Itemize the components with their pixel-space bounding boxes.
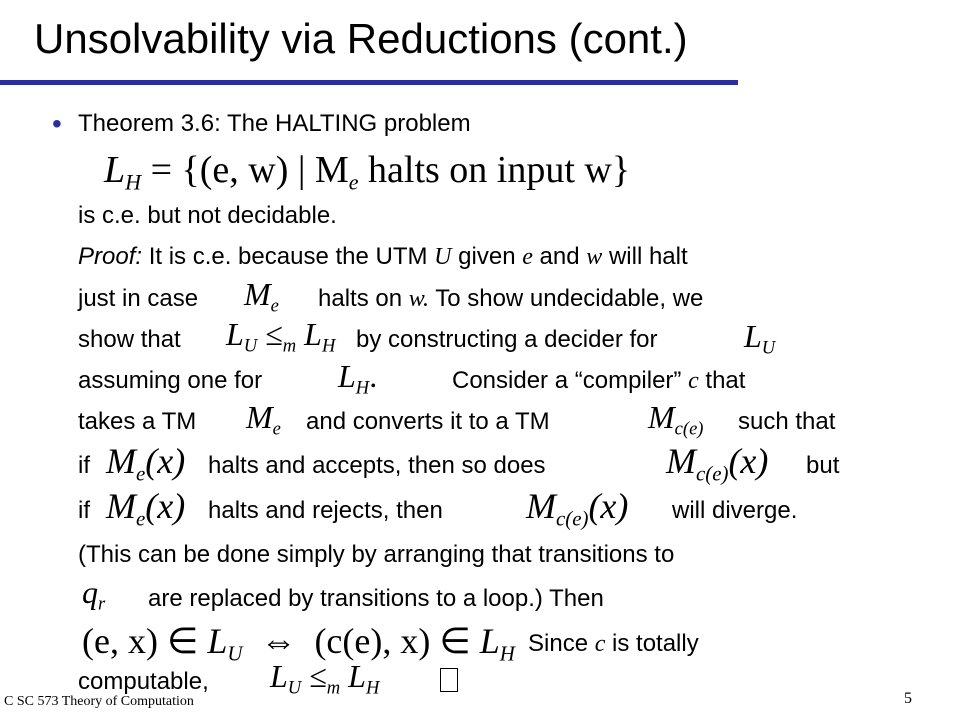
M-e-x-math-2: $M_e(x)$ xyxy=(106,486,186,531)
since-line: Since c is totally xyxy=(528,630,699,657)
M-ce-x-math-2: $M_{c(e)}(x)$ xyxy=(526,486,629,531)
show-that-a: show that xyxy=(78,326,181,353)
if1-a: if xyxy=(78,452,90,479)
if2-a: if xyxy=(78,497,90,524)
page-number: 5 xyxy=(904,690,912,707)
show-that-b: by constructing a decider for xyxy=(356,326,658,353)
reduction-LU-LH-math: $L_U \le_m$ $L_H$ xyxy=(226,316,336,357)
replaced-line: are replaced by transitions to a loop.) Then xyxy=(148,585,604,612)
assuming-b: Consider a “compiler” c that xyxy=(452,367,746,394)
halting-language-definition: $L_H = \{(e$, w) | $M_e$ halts on input w} xyxy=(104,149,631,195)
LH-math: $L_H$. xyxy=(338,358,378,399)
theorem-line: Theorem 3.6: The HALTING problem xyxy=(78,110,471,137)
is-ce-line: is c.e. but not decidable. xyxy=(78,202,337,229)
final-reduction-math: $L_U \le_m$ $L_H$ xyxy=(270,658,380,699)
just-in-case-a: just in case xyxy=(78,285,199,312)
M-e-math: $M_e$ xyxy=(244,276,279,317)
q-r-math: $q_r$ xyxy=(82,574,106,615)
M-e-x-math: $M_e(x)$ xyxy=(106,441,186,486)
M-ce-math: $M_{c(e)}$ xyxy=(648,399,704,440)
assuming-a: assuming one for xyxy=(78,367,263,394)
course-footer: C SC 573 Theory of Computation xyxy=(4,694,194,709)
takes-b: and converts it to a TM xyxy=(306,408,550,435)
qed-box-icon xyxy=(440,668,458,692)
if2-c: will diverge. xyxy=(672,497,798,524)
computable-line: computable, xyxy=(78,668,209,695)
if2-b: halts and rejects, then xyxy=(208,497,443,524)
bullet-dot: • xyxy=(52,108,62,139)
proof-line: Proof: It is c.e. because the UTM U given e and w will halt xyxy=(78,243,688,270)
equivalence-math: (e, x) ∈ $L_U$ ⇔ (c(e), x) ∈ $L_H$ xyxy=(82,621,515,666)
takes-c: such that xyxy=(738,408,836,435)
LU-math: $L_U$ xyxy=(744,318,776,359)
if1-c: but xyxy=(806,452,840,479)
M-e-math-2: $M_e$ xyxy=(246,399,281,440)
M-ce-x-math: $M_{c(e)}(x)$ xyxy=(666,441,769,486)
paren-line: (This can be done simply by arranging that transitions to xyxy=(78,541,675,568)
slide-title: Unsolvability via Reductions (cont.) xyxy=(34,15,688,62)
title-underline xyxy=(0,80,738,85)
if1-b: halts and accepts, then so does xyxy=(208,452,546,479)
takes-a: takes a TM xyxy=(78,408,197,435)
just-in-case-b: halts on w. To show undecidable, we xyxy=(318,285,704,312)
